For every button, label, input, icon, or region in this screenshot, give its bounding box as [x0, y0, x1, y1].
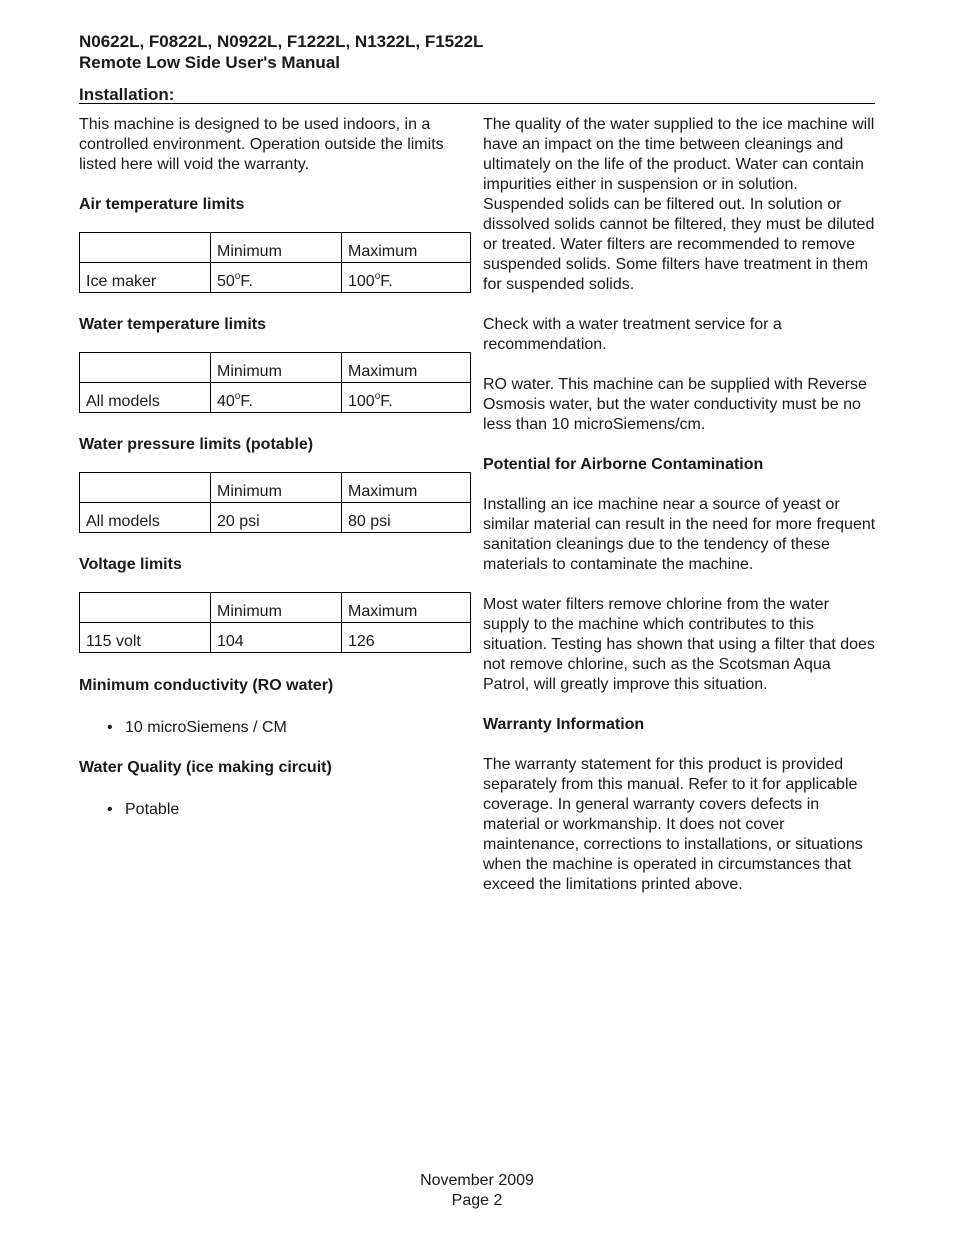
air-temp-title: Air temperature limits [79, 196, 245, 213]
page-footer [0, 1171, 954, 1211]
intro-paragraph: This machine is designed to be used indoors, in a controlled environment. Operation outside the limits listed here will void the warranty. [79, 116, 444, 173]
ro-water-paragraph: RO water. This machine can be supplied with Reverse Osmosis water, but the water conductivity must be no less than 10 microSiemens/cm. [483, 376, 867, 433]
water-temp-title: Water temperature limits [79, 316, 267, 333]
water-pressure-title: Water pressure limits (potable) [79, 436, 314, 453]
manual-title: Remote Low Side User's Manual [79, 53, 340, 72]
table-header-row: Minimum Maximum [80, 233, 471, 263]
airborne-paragraph: Installing an ice machine near a source of yeast or similar material can result in the need for more frequent sanitation cleanings due to the tendency of these materials to contaminate the machine. [483, 496, 876, 573]
voltage-table [79, 592, 471, 653]
list-item: • Potable [107, 800, 471, 820]
right-column [483, 115, 879, 895]
voltage-title: Voltage limits [79, 556, 182, 573]
table-row: Ice maker 50$^o$F. 100$^o$F. [80, 263, 471, 293]
table-row: All models 40$^o$F. 100$^o$F. [80, 383, 471, 413]
air-temp-table [79, 232, 471, 293]
chlorine-paragraph: Most water filters remove chlorine from the water supply to the machine which contributes to this situation. Testing has shown that using a filter that does not remove chlorine, such as the Scotsman Aqua Patrol, will greatly improve this situation. [483, 596, 875, 693]
water-pressure-table [79, 472, 471, 533]
water-quality-list [79, 800, 471, 820]
table-header-row: Minimum Maximum [80, 593, 471, 623]
table-header-row: Minimum Maximum [80, 473, 471, 503]
section-divider [79, 103, 875, 104]
page-number: Page 2 [451, 1192, 503, 1209]
table-header-row: Minimum Maximum [80, 353, 471, 383]
model-list: N0622L, F0822L, N0922L, F1222L, N1322L, F1522L [79, 32, 484, 51]
document-header [79, 31, 483, 73]
table-row: 115 volt 104 126 [80, 623, 471, 653]
treatment-paragraph: Check with a water treatment service for a recommendation. [483, 316, 782, 353]
water-quality-paragraph: The quality of the water supplied to the ice machine will have an impact on the time between cleanings and ultimately on the life of the product. Water can contain impurities either in suspension or in solution. Suspended solids can be filtered out. In solution or dissolved solids cannot be filtered, they must be diluted or treated. Water filters are recommended to remove suspended solids. Some filters have treatment in them for suspended solids. [483, 116, 875, 293]
left-column [79, 115, 471, 820]
water-quality-title: Water Quality (ice making circuit) [79, 759, 332, 776]
table-row: All models 20 psi 80 psi [80, 503, 471, 533]
airborne-title: Potential for Airborne Contamination [483, 456, 764, 473]
warranty-title: Warranty Information [483, 716, 645, 733]
water-temp-table [79, 352, 471, 413]
conductivity-title: Minimum conductivity (RO water) [79, 677, 334, 694]
warranty-paragraph: The warranty statement for this product is provided separately from this manual. Refer to it for applicable coverage. In general warranty covers defects in material or workmanship. It does not cover maintenance, corrections to installations, or situations when the machine is operated in circumstances that exceed the limitations printed above. [483, 756, 863, 893]
section-title: Installation: [79, 85, 175, 104]
conductivity-list [79, 718, 471, 738]
footer-date: November 2009 [420, 1172, 534, 1189]
list-item: • 10 microSiemens / CM [107, 718, 471, 738]
